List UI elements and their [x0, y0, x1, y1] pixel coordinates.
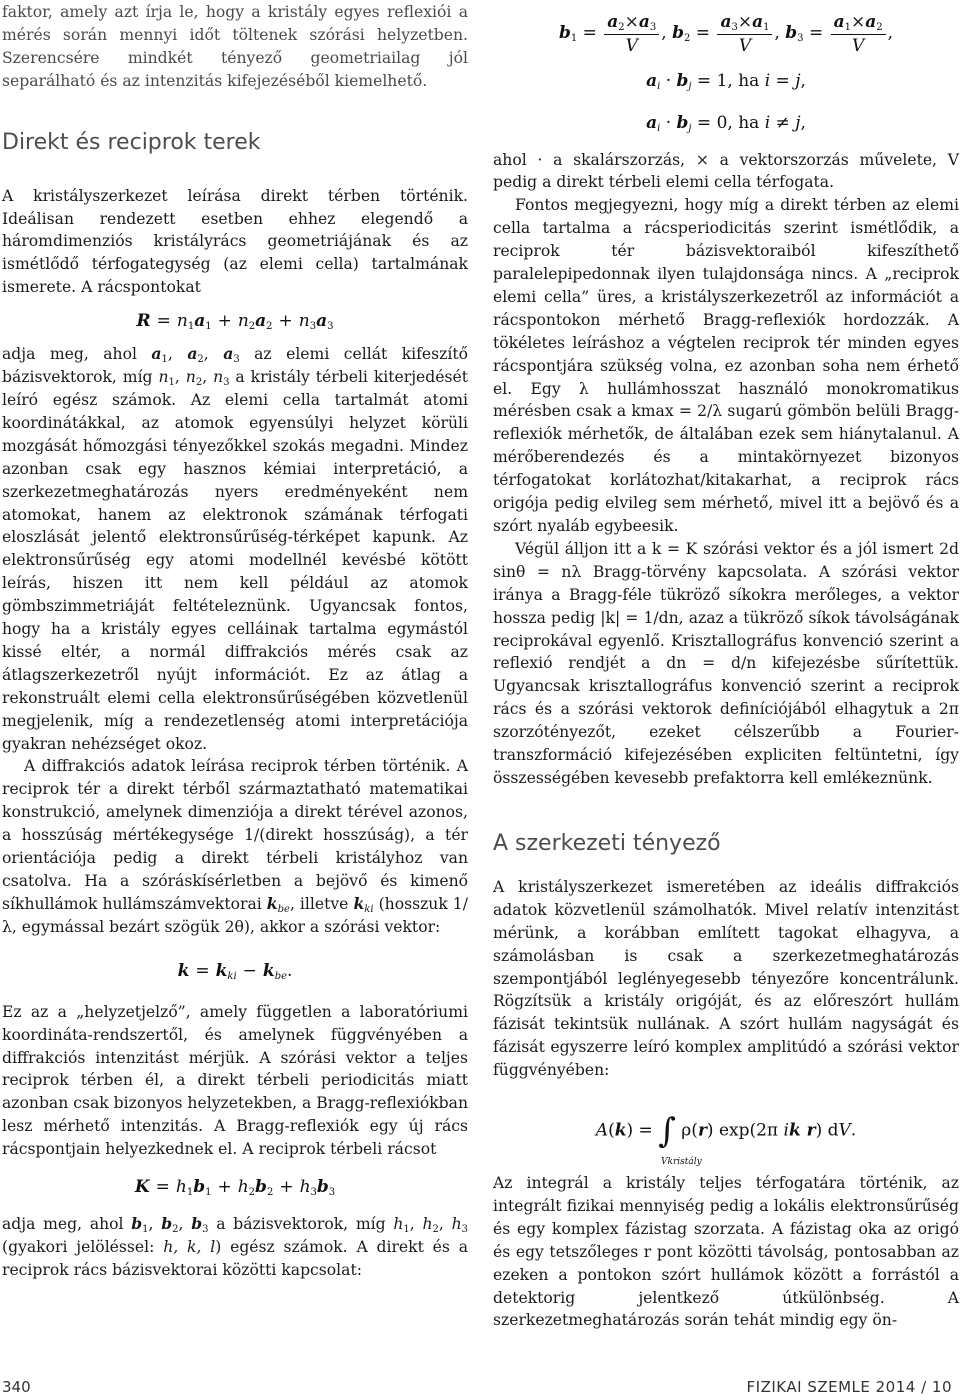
right-column	[493, 0, 959, 1332]
reciprocal-basis-paragraph: adja meg, ahol $b_1$, $b_2$, $b_3$ a bázisvektorok, míg $h_1$, $h_2$, $h_3$ (gyakori jelöléssel: h, k, l) egész számok. A direkt és a reciprok rács bázisvektorai közötti kapcsolat:	[2, 1214, 468, 1279]
text-segment: A diffrakciós adatok leírása reciprok térben történik. A reciprok tér a direkt térből származtatható matematikai konstrukció, amelynek dimenziója a direkt térével azonos, a hosszúság mértékegysége 1/(direkt hosszúság), a tér orientációja pedig a direkt térbeli kristályhoz van csatolva. Ha a szóráskísérletben a bejövő és kimenő síkhullámok hullámszámvektorai	[2, 757, 468, 913]
journal-name: FIZIKAI SZEMLE 2014 / 10	[746, 1378, 952, 1396]
diffraction-paragraph: A diffrakciós adatok leírása reciprok térben történik. A reciprok tér a direkt térből származtatható matematikai konstrukció, amelynek dimenziója a direkt térével azonos, a hosszúság mértékegysége 1/(direkt hosszúság), a tér orientációja pedig a direkt térbeli kristályhoz van csatolva. Ha a szóráskísérletben a bejövő és kimenő síkhullámok hullámszámvektorai $k_{be}$, illetve $k_{ki}$ (hosszuk 1/λ, egymással bezárt szögük 2θ), akkor a szórási vektor:	[2, 757, 468, 936]
text-segment: a bázisvektorok, míg	[216, 1215, 386, 1234]
text-segment: ) egész számok. A direkt és a reciprok rács bázisvektorai közötti kapcsolat:	[2, 1237, 468, 1279]
equation-orthonormal-2: $a_i \cdot b_j = 0$, ha i ≠ j,	[646, 112, 806, 134]
equation-R: $R = n_1a_1 + n_2a_2 + n_3a_3$	[136, 311, 334, 333]
integral-paragraph: Az integrál a kristály teljes térfogatára történik, az integrált fizikai mennyiség pedig a lokális elektronsűrűség és egy komplex fázistag szorzata. A fázistag oka az origó és egy tetszőleges r pont közötti távolság, pontosabban az ezeken a pontokon szórt hullámok között a forrástól a detektorig jelentkező útkülönbség. A szerkezetmeghatározás során tehát mindig egy ön-	[493, 1174, 959, 1330]
text-segment: az elemi cellát kifeszítő bázisvektorok, míg	[2, 345, 468, 387]
page-number: 340	[2, 1378, 31, 1396]
heading-direct-reciprocal: Direkt és reciprok terek	[2, 129, 261, 155]
text-segment: ha	[738, 112, 760, 133]
operations-paragraph: ahol · a skalárszorzás, × a vektorszorzás művelete, V pedig a direkt térbeli elemi cella térfogata.	[493, 150, 959, 192]
text-segment: (gyakori jelöléssel:	[2, 1237, 155, 1256]
equation-reciprocal-basis: $b_1$ = $\frac{a_2\times a_3}{V}$ , $b_2$ = $\frac{a_3\times a_1}{V}$ , $b_3$ = $\frac{a_1\times a_2}{V}$ ,	[558, 11, 894, 56]
text-segment: (hosszuk 1/λ, egymással bezárt szögük 2θ), akkor a szórási vektor:	[2, 894, 468, 936]
equation-orthonormal-1: $a_i \cdot b_j = 1$, ha i = j,	[646, 70, 806, 92]
equation-K: $K = h_1b_1 + h_2b_2 + h_3b_3$	[134, 1177, 336, 1199]
direct-space-paragraph: A kristályszerkezet leírása direkt térben történik. Ideálisan rendezett esetben ehhez elegendő a háromdimenziós kristályrács geometriájának és az ismétlődő térfogategység (az elemi cella) tartalmának ismerete. A rácspontokat	[2, 186, 468, 297]
equation-k: $k = k_{ki} - k_{be}$.	[177, 960, 293, 982]
text-segment: ha	[738, 70, 760, 91]
structure-factor-paragraph: A kristályszerkezet ismeretében az ideális diffrakciós adatok közvetlenül számolhatók. Mivel relatív intenzitást mérünk, a korábban említett tagokat elhagyva, a számolásban is csak a szerkezetmeghatározás szempontjából leglényegesebb tényezőre koncentrálunk. Rögzítsük a kristály origóját, és az előreszórt hullám fázisát tekintsük nullának. A szórt hullám nagyságát és fázisát egyszerre leíró komplex amplitúdó a szórási vektor függvényében:	[493, 877, 959, 1080]
text-segment: adja meg, ahol	[2, 1215, 124, 1234]
left-column	[2, 0, 468, 1282]
intro-paragraph: faktor, amely azt írja le, hogy a kristály egyes reflexiói a mérés során mennyi időt töltenek szórási helyzetben. Szerencsére mindkét tényező geometriailag jól separálható és az intenzitás kifejezéséből kiemelhető.	[2, 3, 468, 90]
text-segment: , illetve	[289, 894, 349, 913]
basis-vectors-paragraph: adja meg, ahol $a_1$, $a_2$, $a_3$ az elemi cellát kifeszítő bázisvektorok, míg $n_1$, $n_2$, $n_3$ a kristály térbeli kiterjedését leíró egész számok. Az elemi cella tartalmát atomi koordinátákkal, az atomok egyensúlyi helyzet körüli mozgását hőmozgási tényezőkkel szokás megadni. Mindez azonban csak egy hasznos kémiai interpretáció, a szerkezetmeghatározás nyers eredményeként nem atomokat, hanem az elektronok számának térfogati eloszlását jelentő elektronsűrűség-térképet kapunk. Az elektronsűrűség egy atomi modellnél kevésbé kötött leírás, hiszen itt nem kell például az atomok gömbszimmetriáját feltételeznünk. Ugyancsak fontos, hogy ha a kristály egyes celláinak tartalma egymástól kissé eltér, a normál diffrakciós mérés csak az átlagszerkezetről nyújt információt. Ez az átlag a rekonstruált elemi cella elektronsűrűségében közvetlenül megjelenik, míg a rendezetlenség atomi interpretációja gyakran nehézséget okoz.	[2, 344, 468, 753]
equation-amplitude: A(k) = ∫ ρ(r) exp(2π ik r) dV. Vkristály	[493, 1116, 959, 1146]
reciprocal-cell-paragraph: Fontos megjegyezni, hogy míg a direkt térben az elemi cella tartalma a rácsperiodicitás szerint ismétlődik, a reciprok tér bázisvektoraiból kifeszíthető paralelepipedonnak ilyen tulajdonsága nincs. A „reciprok elemi cella” üres, a kristályszerkezetről az információt a rácspontokon mérhető Bragg-reflexiók hordozzák. A tökéletes leíráshoz a végtelen reciprok tér minden egyes rácspontjára szükség volna, ez azonban soha nem érhető el. Egy λ hullámhosszat használó monokromatikus mérésben csak a kmax = 2/λ sugarú gömbön belüli Bragg-reflexiók mérhetők, de általában ezek sem hiánytalanul. A mérőberendezés és a mintakörnyezet bizonyos térfogatokat korlátozhat/kitakarhat, a reciprok rács origója pedig elvileg sem mérhető, mivel itt a bejövő és a szórt nyaláb egybeesik.	[493, 196, 959, 535]
heading-structure-factor: A szerkezeti tényező	[493, 830, 721, 856]
text-segment: adja meg, ahol	[2, 345, 137, 364]
page-footer	[0, 1376, 960, 1400]
integral-domain-label: Vkristály	[661, 1157, 702, 1168]
bragg-law-paragraph: Végül álljon itt a k = K szórási vektor és a jól ismert 2d sinθ = nλ Bragg-törvény kapcsolata. A szórási vektor iránya a Bragg-féle tükröző síkokra merőleges, a vektor hossza pedig |k| = 1/dn, azaz a tükröző síkok távolságának reciprokával egyenlő. Krisztallográfus konvenció szerint a reflexió rendjét a dn = d/n kifejezésbe sűrítettük. Ugyancsak krisztallográfus konvenció szerint a reciprok rács és a szórási vektorok definíciójából elhagytuk a 2π szorzótényezőt, ezeket célszerűbb a Fourier-transzformáció kifejezésében expliciten feltüntetni, így összességében kevesebb prefaktorra kell emlékeznünk.	[493, 539, 959, 787]
position-indicator-paragraph: Ez az a „helyzetjelző”, amely független a laboratóriumi koordináta-rendszertől, és amelynek függvényében a diffrakciós intenzitást mérjük. A szórási vektor a teljes reciprok térben él, a direkt térbeli periodicitás miatt azonban csak bizonyos helyzetekben, a Bragg-reflexiókban lesz mérhető intenzitás. A Bragg-reflexiók egy új rács rácspontjain helyezkednek el. A reciprok térbeli rácsot	[2, 1002, 469, 1159]
text-segment: a kristály térbeli kiterjedését leíró egész számok. Az elemi cella tartalmát atomi koordinátákkal, az atomok egyensúlyi helyzet körüli mozgását hőmozgási tényezőkkel szokás megadni. Mindez azonban csak egy hasznos kémiai interpretáció, a szerkezetmeghatározás nyers eredményeként nem atomokat, hanem az elektronok számának térfogati eloszlását jelentő elektronsűrűség-térképet kapunk. Az elektronsűrűség egy atomi modellnél kevésbé kötött leírás, hiszen itt nem kell például az atomok gömbszimmetriáját feltételeznünk. Ugyancsak fontos, hogy ha a kristály egyes celláinak tartalma egymástól kissé eltér, a normál diffrakciós mérés csak az átlagszerkezetről nyújt információt. Ez az átlag a rekonstruált elemi cella elektronsűrűségében közvetlenül megjelenik, míg a rendezetlenség atomi interpretációja gyakran nehézséget okoz.	[2, 368, 468, 753]
